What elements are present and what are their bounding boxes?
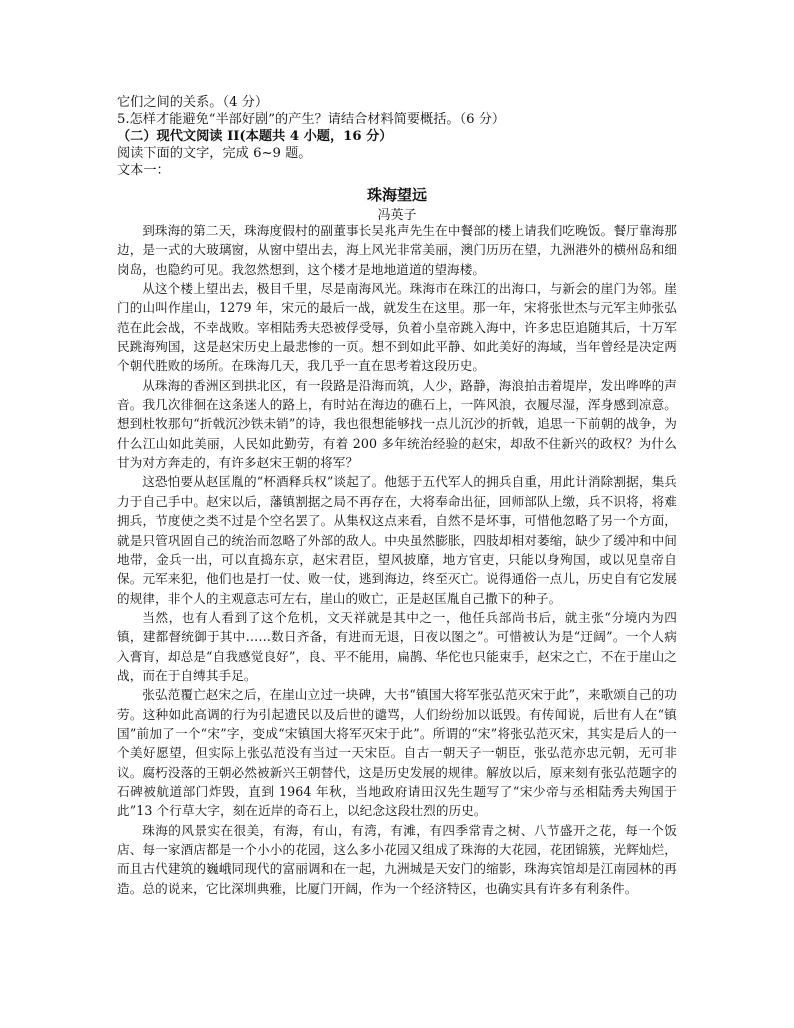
article-body — [117, 221, 677, 898]
reading-instruction: 阅读下面的文字，完成 6~9 题。 — [117, 146, 312, 161]
article-author: 冯英子 — [377, 208, 417, 223]
article-paragraph: 从珠海的香洲区到拱北区，有一段路是沿海而筑，人少，路静，海浪拍击着堤岸，发出哗哗的声音。我几次徘徊在这条迷人的路上，有时站在海边的礁石上，一阵风浪，衣履尽湿，浑身感到凉意。想到杜牧那句“折戟沉沙铁未销”的诗，我也很想能够找一点儿沉沙的折戟，追思一下前朝的战争，为什么江山如此美丽，人民如此勤劳，有着 200 多年统治经验的赵宋，却敌不住新兴的政权？为什么甘为对方奔走的，有许多赵宋王朝的将军？ — [117, 377, 677, 471]
article-paragraph: 从这个楼上望出去，极目千里，尽是南海风光。珠海市在珠江的出海口，与新会的崖门为邻。崖门的山叫作崖山，1279 年，宋元的最后一战，就发生在这里。那一年，宋将张世杰与元军主帅张弘范在此会战，不幸战败。宰相陆秀夫恐被俘受辱，负着小皇帝跳入海中，许多忠臣追随其后，十万军民跳海殉国，这是赵宋历史上最悲惨的一页。想不到如此平静、如此美好的海域，当年曾经是决定两个朝代胜败的场所。在珠海几天，我几乎一直在思考着这段历史。 — [117, 281, 677, 374]
text-one-label: 文本一： — [117, 163, 170, 178]
question-4-tail: 它们之间的关系。（4 分） — [117, 95, 269, 110]
article-paragraph: 珠海的风景实在很美，有海，有山，有湾，有滩，有四季常青之树、八节盛开之花，每一个饭店、每一家酒店都是一个小小的花园，这么多小花园又组成了珠海的大花园，花团锦簇，光辉灿烂，而且古代建筑的巍峨同现代的富丽调和在一起，九洲城是天安门的缩影，珠海宾馆却是江南园林的再造。总的说来，它比深圳典雅，比厦门开阔，作为一个经济特区，也确实具有许多有利条件。 — [117, 822, 677, 896]
section-heading: （二）现代文阅读 II(本题共 4 小题，16 分） — [117, 129, 393, 144]
article-paragraph: 当然，也有人看到了这个危机，文天祥就是其中之一，他任兵部尚书后，就主张“分境内为四镇，建都督统御于其中……数日齐备，有进而无退，日夜以图之”。可惜被认为是“迂阔”。一个人病入膏肓，却总是“自我感觉良好”，良、平不能用，扁鹊、华佗也只能束手，赵宋之亡，不在于崖山之战，而在于自缚其手足。 — [117, 609, 677, 683]
article-title: 珠海望远 — [366, 186, 427, 204]
article-paragraph: 这恐怕要从赵匡胤的“杯酒释兵权”谈起了。他惩于五代军人的拥兵自重，用此计消除割据，集兵力于自己手中。赵宋以后，藩镇割据之局不再存在，大将奉命出征，回师部队上缴，兵不识将，将难拥兵，节度使之类不过是个空名罢了。从集权这点来看，自然不是坏事，可惜他忽略了另一个方面，就是只管巩固自己的统治而忽略了外部的敌人。中央虽然膨胀，四肢却相对萎缩，缺少了缓冲和中间地带，金兵一出，可以直捣东京，赵宋君臣，望风披靡，地方官吏，只能以身殉国，或以见皇帝自保。元军来犯，他们也是打一仗、败一仗，逃到海边，终至灭亡。说得通俗一点儿，历史自有它发展的规律，非个人的主观意志可左右，崖山的败亡，正是赵匡胤自己撒下的种子。 — [117, 474, 677, 606]
article-paragraph: 张弘范覆亡赵宋之后，在崖山立过一块碑，大书“镇国大将军张弘范灭宋于此”，来歌颂自己的功劳。这种如此高调的行为引起遗民以及后世的谴骂，人们纷纷加以诋毁。有传闻说，后世有人在“镇国”前加了一个“宋”字，变成“宋镇国大将军灭宋于此”。所谓的“宋”将张弘范灭宋，其实是后人的一个美好愿望，但实际上张弘范没有当过一天宋臣。自古一朝天子一朝臣，张弘范亦忠元朝，无可非议。腐朽没落的王朝必然被新兴王朝替代，这是历史发展的规律。解放以后，原来刻有张弘范题字的石碑被航道部门炸毁，直到 1964 年秋，当地政府请田汉先生题写了“宋少帝与丞相陆秀夫殉国于此”13 个行草大字，刻在近岸的奇石上，以纪念这段壮烈的历史。 — [117, 687, 677, 819]
article-paragraph: 到珠海的第二天，珠海度假村的副董事长吴兆声先生在中餐部的楼上请我们吃晚饭。餐厅靠海那边，是一式的大玻璃窗，从窗中望出去，海上风光非常美丽，澳门历历在望，九洲港外的横州岛和细岗岛，也隐约可见。我忽然想到，这个楼才是地地道道的望海楼。 — [117, 223, 677, 277]
question-5: 5.怎样才能避免“半部好剧”的产生？请结合材料简要概括。（6 分） — [117, 112, 506, 127]
